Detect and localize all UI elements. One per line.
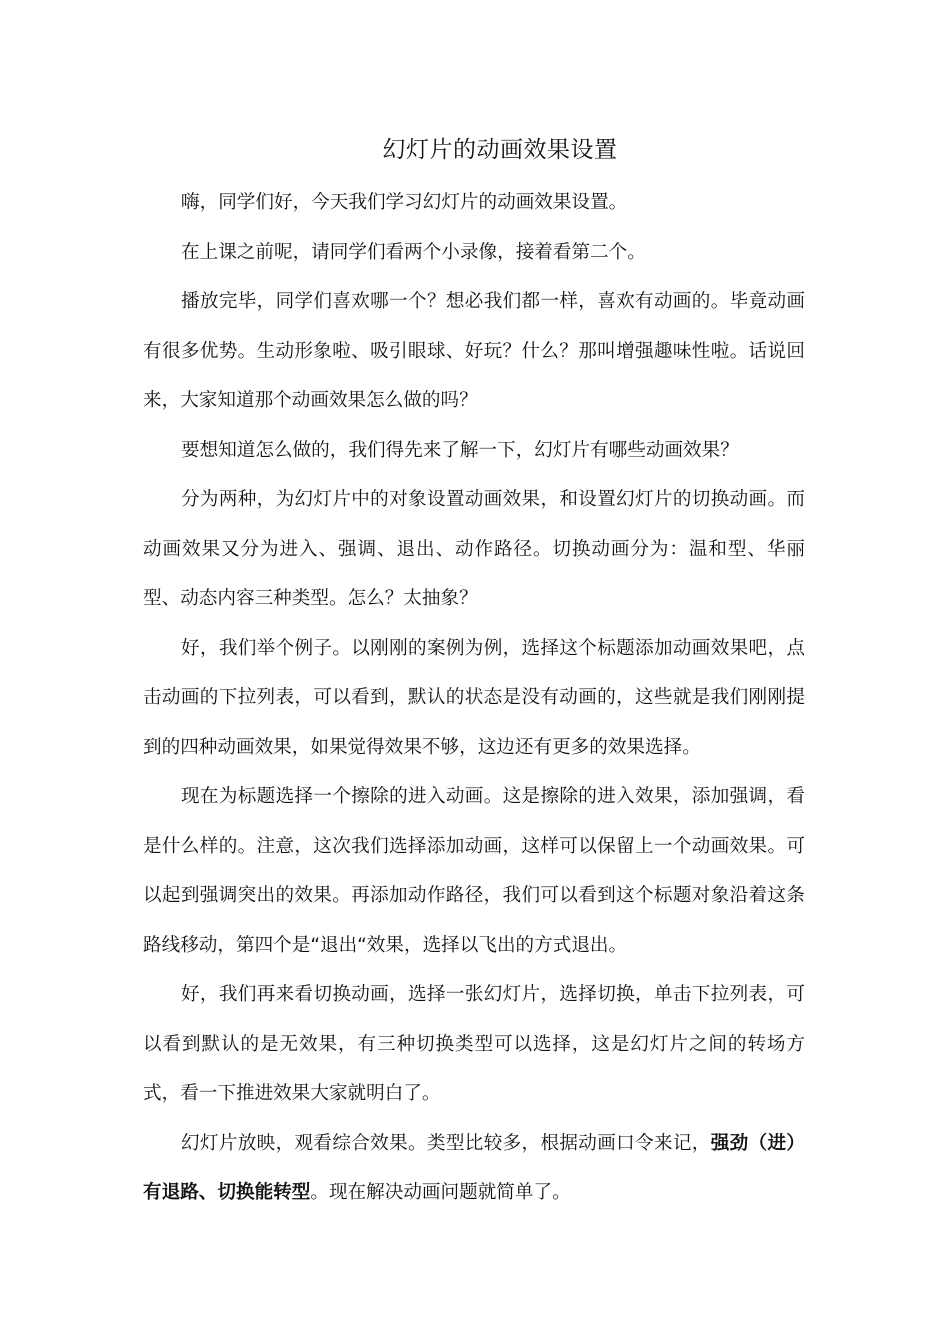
paragraph-8: 好，我们再来看切换动画，选择一张幻灯片，选择切换，单击下拉列表，可以看到默认的是无效果，有三种切换类型可以选择，这是幻灯片之间的转场方式，看一下推进效果大家就明白了。	[143, 984, 805, 1104]
document-body	[143, 178, 805, 1218]
paragraph-9-bold-mnemonic: 强劲（进）有退路、切换能转型	[143, 1132, 805, 1203]
paragraph-9-normal-text: 幻灯片放映，观看综合效果。类型比较多，根据动画口令来记，	[181, 1132, 711, 1154]
paragraph-9-end-text: 。现在解决动画问题就简单了。	[310, 1182, 571, 1203]
paragraph-1: 嗨，同学们好，今天我们学习幻灯片的动画效果设置。	[181, 192, 628, 213]
paragraph-4: 要想知道怎么做的，我们得先来了解一下，幻灯片有哪些动画效果？	[181, 439, 739, 461]
document-title: 幻灯片的动画效果设置	[382, 137, 618, 163]
paragraph-3: 播放完毕，同学们喜欢哪一个？想必我们都一样，喜欢有动画的。毕竟动画有很多优势。生动形象啦、吸引眼球、好玩？什么？那叫增强趣味性啦。话说回来，大家知道那个动画效果怎么做的吗？	[143, 291, 805, 411]
paragraph-7: 现在为标题选择一个擦除的进入动画。这是擦除的进入效果，添加强调，看是什么样的。注意，这次我们选择添加动画，这样可以保留上一个动画效果。可以起到强调突出的效果。再添加动作路径，我们可以看到这个标题对象沿着这条路线移动，第四个是“退出“效果，选择以飞出的方式退出。	[143, 786, 805, 956]
paragraph-5: 分为两种，为幻灯片中的对象设置动画效果，和设置幻灯片的切换动画。而动画效果又分为进入、强调、退出、动作路径。切换动画分为：温和型、华丽型、动态内容三种类型。怎么？太抽象？	[143, 489, 805, 609]
paragraph-6: 好，我们举个例子。以刚刚的案例为例，选择这个标题添加动画效果吧，点击动画的下拉列表，可以看到，默认的状态是没有动画的，这些就是我们刚刚提到的四种动画效果，如果觉得效果不够，这边还有更多的效果选择。	[143, 637, 805, 758]
paragraph-9	[143, 1119, 805, 1218]
paragraph-2: 在上课之前呢，请同学们看两个小录像，接着看第二个。	[181, 241, 646, 263]
